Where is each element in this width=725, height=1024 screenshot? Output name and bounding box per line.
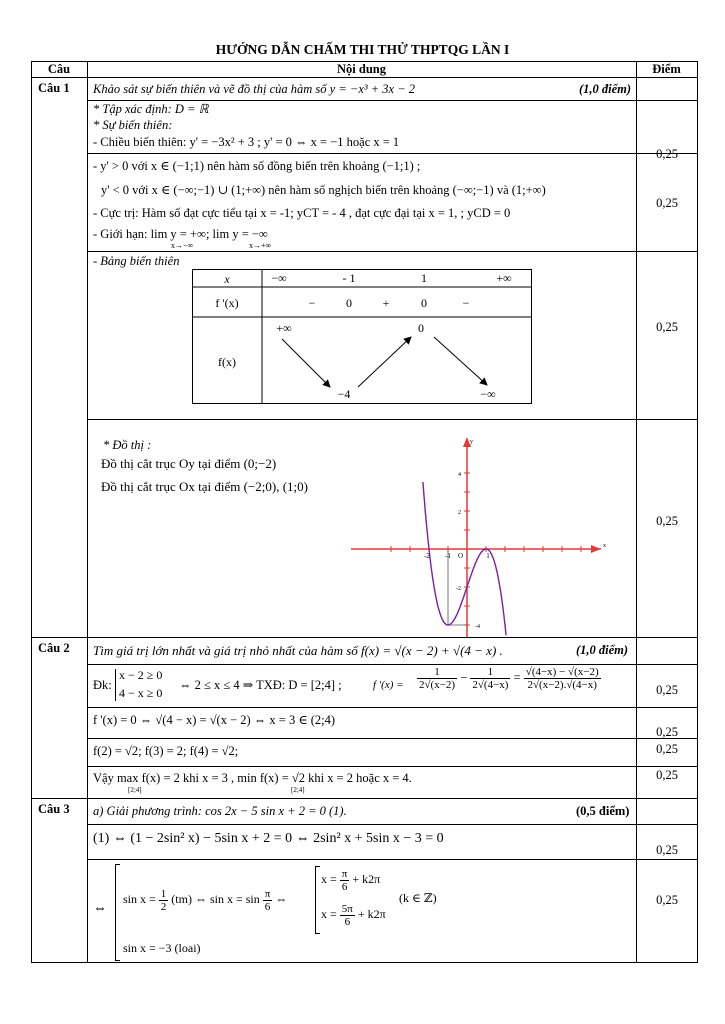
x-axis-label: x xyxy=(603,543,606,549)
score-value: 0,25 xyxy=(656,514,678,528)
question-label: Câu 1 xyxy=(38,81,70,95)
function-value: +∞ xyxy=(276,321,292,335)
row-divider xyxy=(31,798,698,799)
fraction: $\frac{√(4-x) - √(x-2)}{2√(x-2).√(4-x)}$ xyxy=(525,666,599,691)
ox-intersection: Đồ thị cắt trục Ox tại điểm (−2;0), (1;0) xyxy=(101,479,308,494)
table-border-bottom xyxy=(31,962,698,963)
x-axis-arrow xyxy=(591,545,601,553)
score-value: 0,25 xyxy=(656,742,678,756)
derivative-label: f '(x) = xyxy=(373,679,404,691)
score-value: 0,25 xyxy=(656,683,678,697)
task-statement: Khảo sát sự biến thiên và vẽ đồ thị của hàm số y = −x³ + 3x − 2 xyxy=(93,82,416,96)
x-value: - 1 xyxy=(342,271,356,285)
origin-label: O xyxy=(458,552,464,560)
root-line: x = $\frac{5\pi}{6}$ + k2π xyxy=(321,902,386,928)
increasing-line: - y' > 0 với x ∈ (−1;1) nên hàm số đồng biến trên khoảng (−1;1) ; xyxy=(93,159,421,173)
function-curve xyxy=(423,482,506,635)
variation-heading: * Sự biến thiên: xyxy=(93,118,173,132)
row-divider xyxy=(87,100,698,101)
domain-line: * Tập xác định: D = ℝ xyxy=(93,102,209,116)
root-line: x = $\frac{\pi}{6}$ + k2π xyxy=(321,867,381,893)
score-value: 0,25 xyxy=(656,725,678,739)
integer-condition: (k ∈ ℤ) xyxy=(399,891,437,905)
increasing-arrow xyxy=(358,337,411,387)
row-divider xyxy=(87,251,698,252)
row-divider xyxy=(87,738,698,739)
column-divider xyxy=(87,61,88,963)
page-title: HƯỚNG DẪN CHẤM THI THỬ THPTQG LẦN I xyxy=(215,42,510,57)
row-divider xyxy=(87,419,698,420)
x-value: −∞ xyxy=(271,271,287,285)
limit-sub: x→−∞ xyxy=(171,241,194,250)
limit-line: - Giới hạn: lim y = +∞; lim y = −∞ xyxy=(93,227,268,241)
score-value: 0,25 xyxy=(656,320,678,334)
derivative-sign: − xyxy=(308,296,316,310)
header-question: Câu xyxy=(47,62,71,76)
function-value: 0 xyxy=(418,321,424,335)
fraction: $\frac{1}{2√(4-x)}$ xyxy=(472,666,509,691)
x-tick-label: -1 xyxy=(445,552,451,560)
table-border-left xyxy=(31,61,32,963)
task-points: (0,5 điểm) xyxy=(576,804,630,818)
task-points: (1,0 điểm) xyxy=(579,82,632,96)
critical-point-line: f '(x) = 0 ⇔ √(4 − x) = √(x − 2) ⇔ x = 3 ∈ (2;4) xyxy=(93,713,336,727)
row-divider xyxy=(87,153,698,154)
fraction: $\frac{1}{2√(x-2)}$ xyxy=(419,666,456,691)
function-row-label: f(x) xyxy=(218,355,236,369)
rejected-case: sin x = −3 (loai) xyxy=(123,941,201,955)
min-domain-sub: [2;4] xyxy=(291,786,305,794)
x-value: +∞ xyxy=(496,271,512,285)
decreasing-arrow xyxy=(434,337,487,385)
row-divider xyxy=(87,707,698,708)
decreasing-arrow xyxy=(282,339,330,387)
y-tick-label: 4 xyxy=(458,472,461,478)
derivative-row-label: f '(x) xyxy=(215,296,239,310)
x-tick-label: -2 xyxy=(424,552,430,560)
y-tick-label: 2 xyxy=(458,510,461,516)
answer-table xyxy=(31,61,698,963)
solution-bracket xyxy=(115,864,120,961)
row-divider xyxy=(87,766,698,767)
graph-heading: * Đồ thị : xyxy=(103,438,152,452)
header-score: Điểm xyxy=(652,62,681,76)
domain-condition-label: Đk: xyxy=(93,678,112,692)
question-label: Câu 3 xyxy=(38,802,70,816)
task-statement: Tìm giá trị lớn nhất và giá trị nhỏ nhất của hàm số f(x) = √(x − 2) + √(4 − x) . xyxy=(93,643,503,658)
derivative-sign: + xyxy=(382,296,390,310)
derivative-line: - Chiều biến thiên: y' = −3x² + 3 ; y' = 0 ⇔ x = −1 hoặc x = 1 xyxy=(93,135,400,149)
x-tick-label: 1 xyxy=(486,552,490,560)
max-domain-sub: [2;4] xyxy=(128,786,142,794)
y-tick-label: -2 xyxy=(456,586,461,592)
question-label: Câu 2 xyxy=(38,641,70,655)
domain-result: ⇔ 2 ≤ x ≤ 4 ⇒ TXĐ: D = [2;4] ; xyxy=(179,678,342,692)
derivative-expression: $\frac{1}{2√(x-2)}$ − $\frac{1}{2√(4-x)}$ = $\frac{√(4-x) - √(x-2)}{2√(x-2).√(4-x)}$ xyxy=(419,666,599,691)
root-bracket xyxy=(315,866,320,934)
implies-sign: ⇔ xyxy=(93,901,107,916)
x-value: 1 xyxy=(421,271,427,285)
conclusion-line: Vậy max f(x) = 2 khi x = 3 , min f(x) = √2 khi x = 2 hoặc x = 4. xyxy=(93,771,412,785)
y-tick-label: -4 xyxy=(475,624,480,630)
derivative-sign: 0 xyxy=(346,296,352,310)
limit-sub: x→+∞ xyxy=(249,241,272,250)
fraction: $\frac{\pi}{6}$ xyxy=(264,887,271,913)
row-divider xyxy=(31,637,698,638)
condition-line: 4 − x ≥ 0 xyxy=(119,686,163,700)
score-value: 0,25 xyxy=(656,893,678,907)
derivative-sign: − xyxy=(462,296,470,310)
system-brace xyxy=(115,669,116,701)
row-divider xyxy=(87,824,698,825)
row-divider xyxy=(87,859,698,860)
function-value: −4 xyxy=(337,387,351,401)
decreasing-line: y' < 0 với x ∈ (−∞;−1) ∪ (1;+∞) nên hàm số nghịch biến trên khoảng (−∞;−1) và (1;+∞) xyxy=(101,183,546,197)
fraction: $\frac{5\pi}{6}$ xyxy=(341,902,353,928)
transform-line: (1) ⇔ (1 − 2sin² x) − 5sin x + 2 = 0 ⇔ 2sin² x + 5sin x − 3 = 0 xyxy=(93,831,444,846)
oy-intersection: Đồ thị cắt trục Oy tại điểm (0;−2) xyxy=(101,456,277,471)
score-value: 0,25 xyxy=(656,196,678,210)
variation-table xyxy=(192,269,532,404)
row-divider xyxy=(31,77,698,78)
score-value: 0,25 xyxy=(656,147,678,161)
fraction: $\frac{\pi}{6}$ xyxy=(341,867,348,893)
extremum-line: - Cực trị: Hàm số đạt cực tiểu tại x = -1; yCT = - 4 , đạt cực đại tại x = 1, ; yCD = 0 xyxy=(93,206,511,220)
solution-case: sin x = $\frac{1}{2}$ (tm) ⇔ sin x = sin $\frac{\pi}{6}$ ⇔ xyxy=(123,887,288,913)
fraction: $\frac{1}{2}$ xyxy=(160,887,167,913)
x-row-label: x xyxy=(224,272,230,286)
condition-line: x − 2 ≥ 0 xyxy=(119,668,163,682)
header-content: Nội dung xyxy=(337,62,386,76)
score-value: 0,25 xyxy=(656,768,678,782)
table-heading: - Bảng biến thiên xyxy=(93,254,180,268)
row-divider xyxy=(87,664,698,665)
task-statement: a) Giải phương trình: cos 2x − 5 sin x + 2 = 0 (1). xyxy=(93,804,347,818)
derivative-sign: 0 xyxy=(421,296,427,310)
function-graph xyxy=(351,433,631,637)
function-value: −∞ xyxy=(480,387,496,401)
task-points: (1,0 điểm) xyxy=(576,643,629,657)
values-line: f(2) = √2; f(3) = 2; f(4) = √2; xyxy=(93,744,239,758)
y-axis-label: y xyxy=(470,439,473,445)
score-value: 0,25 xyxy=(656,843,678,857)
